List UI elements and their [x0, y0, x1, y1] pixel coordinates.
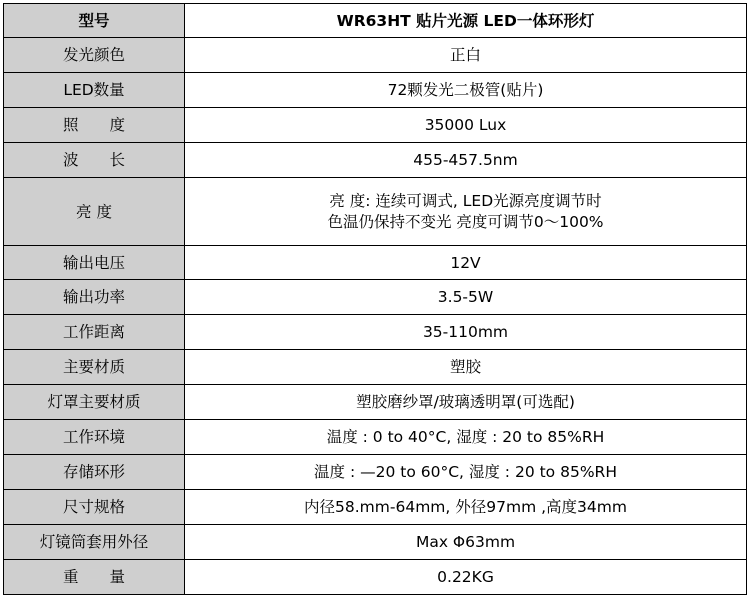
row-value: 塑胶磨纱罩/玻璃透明罩(可选配)	[185, 385, 747, 420]
row-label: 主要材质	[4, 350, 185, 385]
table-row	[4, 108, 747, 143]
table-row	[4, 455, 747, 490]
table-row	[4, 73, 747, 108]
row-label: 输出电压	[4, 246, 185, 280]
row-value: 3.5-5W	[185, 280, 747, 315]
row-label: 存储环形	[4, 455, 185, 490]
table-row	[4, 178, 747, 246]
row-value-multiline	[185, 178, 747, 246]
table-row	[4, 280, 747, 315]
table-row	[4, 38, 747, 73]
table-row	[4, 525, 747, 560]
table-header-row	[4, 4, 747, 38]
row-value: 温度 : 0 to 40°C, 湿度 : 20 to 85%RH	[185, 420, 747, 455]
row-value: 塑胶	[185, 350, 747, 385]
header-value-cell: WR63HT 贴片光源 LED一体环形灯	[185, 4, 747, 38]
table-row	[4, 315, 747, 350]
row-label: 工作环境	[4, 420, 185, 455]
row-label: 输出功率	[4, 280, 185, 315]
row-label: 灯镜筒套用外径	[4, 525, 185, 560]
table-row	[4, 420, 747, 455]
row-value: 内径58.mm-64mm, 外径97mm ,高度34mm	[185, 490, 747, 525]
row-label: 尺寸规格	[4, 490, 185, 525]
row-label: 工作距离	[4, 315, 185, 350]
row-label: 波 长	[4, 143, 185, 178]
table-row	[4, 490, 747, 525]
row-value: 35000 Lux	[185, 108, 747, 143]
row-label: 亮 度	[4, 178, 185, 246]
header-label-cell: 型号	[4, 4, 185, 38]
table-row	[4, 385, 747, 420]
row-value: Max Φ63mm	[185, 525, 747, 560]
row-value: 正白	[185, 38, 747, 73]
spec-table	[3, 3, 747, 595]
row-value-line: 色温仍保持不变光 亮度可调节0～100%	[327, 212, 604, 231]
row-label: 灯罩主要材质	[4, 385, 185, 420]
table-row	[4, 560, 747, 595]
row-value: 12V	[185, 246, 747, 280]
table-row	[4, 350, 747, 385]
row-value: 0.22KG	[185, 560, 747, 595]
table-row	[4, 246, 747, 280]
row-value: 温度 : —20 to 60°C, 湿度 : 20 to 85%RH	[185, 455, 747, 490]
row-label: 重 量	[4, 560, 185, 595]
row-label: 发光颜色	[4, 38, 185, 73]
row-value: 35-110mm	[185, 315, 747, 350]
row-label: 照 度	[4, 108, 185, 143]
table-row	[4, 143, 747, 178]
row-label: LED数量	[4, 73, 185, 108]
row-value: 72颗发光二极管(贴片)	[185, 73, 747, 108]
row-value: 455-457.5nm	[185, 143, 747, 178]
row-value-line: 亮 度: 连续可调式, LED光源亮度调节时	[329, 191, 602, 210]
